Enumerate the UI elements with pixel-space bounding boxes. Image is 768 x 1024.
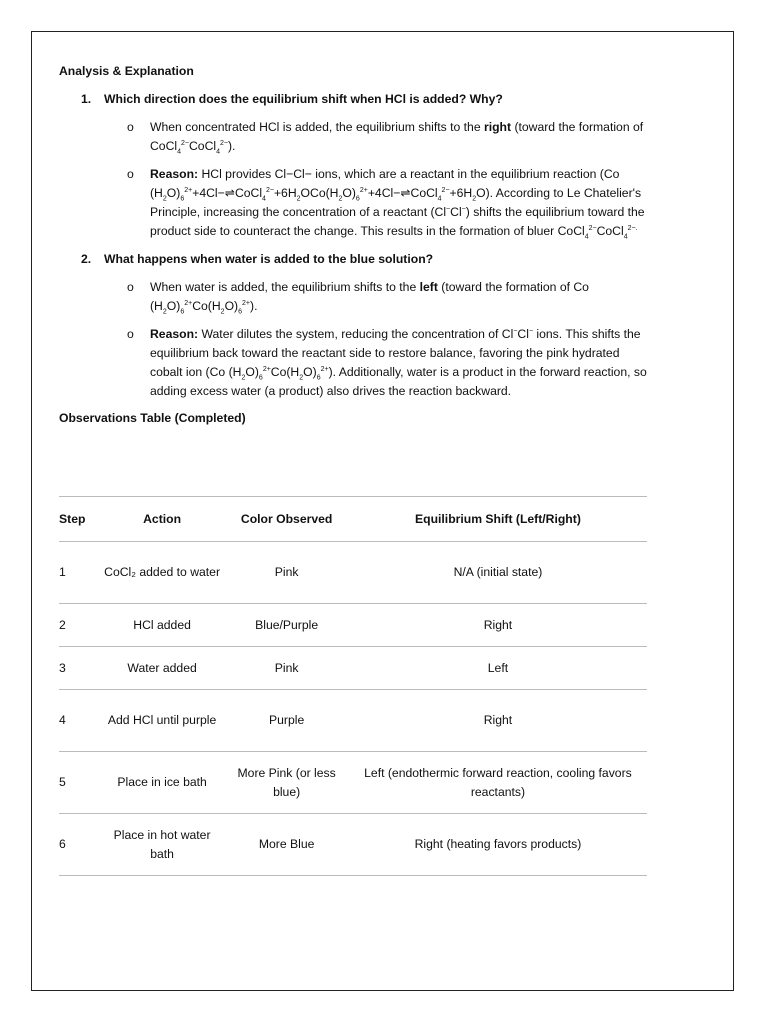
cell-color: Blue/Purple [224, 604, 349, 647]
cell-action: HCl added [100, 604, 225, 647]
table-row [59, 814, 647, 876]
header-color: Color Observed [224, 497, 349, 542]
cell-action: Place in ice bath [100, 752, 225, 814]
question-number: 2. [81, 252, 92, 266]
table-row [59, 604, 647, 647]
analysis-heading: Analysis & Explanation [59, 64, 194, 78]
observations-table [59, 496, 647, 876]
bullet-icon: o [127, 280, 134, 294]
cell-shift: Left [349, 647, 647, 690]
cell-color: Pink [224, 542, 349, 604]
cell-shift: Right (heating favors products) [349, 814, 647, 876]
cell-step: 2 [59, 604, 100, 647]
cell-color: More Blue [224, 814, 349, 876]
analysis-section [59, 62, 647, 428]
cell-action: Place in hot water bath [100, 814, 225, 876]
cell-step: 6 [59, 814, 100, 876]
reason-bullet: o Reason: HCl provides Cl−Cl− ions, which are a reactant in the equilibrium reaction (Co $(H_2O)_6^{2+}+4Cl-\rightleftharpoons CoCl_4^{2-}+6H_2OCo(H_2O)_6^{2+}+4Cl-\rightleftharpoons CoCl_4^{2-}+6H_2O$). According to Le Chatelier's Principle, increasing the concentration of a reactant (Cl−Cl−) shifts the equilibrium toward the product side to counteract the change. This results in the formation of bluer CoCl$_4^{2-}$CoCl$_4^{2-.}$ [127, 167, 645, 241]
table-row [59, 690, 647, 752]
header-shift: Equilibrium Shift (Left/Right) [349, 497, 647, 542]
cell-color: More Pink (or less blue) [224, 752, 349, 814]
cell-shift: Right [349, 604, 647, 647]
table-header-row [59, 497, 647, 542]
cell-action: Add HCl until purple [100, 690, 225, 752]
cell-action: Water added [100, 647, 225, 690]
answer-bullet: o When water is added, the equilibrium shifts to the left (toward the formation of Co $(H_2O)_6^{2+}Co(H_2O)_6^{2+}$). [127, 280, 589, 316]
reason-label: Reason: [150, 167, 199, 181]
cell-step: 4 [59, 690, 100, 752]
cell-action: CoCl₂ added to water [100, 542, 225, 604]
cell-shift: N/A (initial state) [349, 542, 647, 604]
cell-color: Purple [224, 690, 349, 752]
cell-color: Pink [224, 647, 349, 690]
table-row [59, 647, 647, 690]
cell-step: 5 [59, 752, 100, 814]
bullet-icon: o [127, 167, 134, 181]
cell-step: 3 [59, 647, 100, 690]
table-title: Observations Table (Completed) [59, 411, 246, 425]
question-2 [59, 250, 647, 269]
question-1 [59, 90, 647, 109]
direction-bold: left [419, 280, 438, 294]
reason-bullet: o Reason: Water dilutes the system, reducing the concentration of Cl−Cl− ions. This shifts the equilibrium back toward the reactant side to restore balance, favoring the pink hydrated cobalt ion (Co $(H_2O)_6^{2+}Co(H_2O)_6^{2+}$). Additionally, water is a product in the forward reaction, so adding excess water (a product) also drives the reaction backward. [127, 327, 647, 398]
question-text: What happens when water is added to the blue solution? [104, 252, 434, 266]
reason-label: Reason: [150, 327, 199, 341]
cell-shift: Left (endothermic forward reaction, cooling favors reactants) [349, 752, 647, 814]
table-row [59, 752, 647, 814]
direction-bold: right [483, 120, 512, 134]
cell-shift: Right [349, 690, 647, 752]
bullet-icon: o [127, 120, 134, 134]
header-action: Action [100, 497, 225, 542]
question-number: 1. [81, 92, 92, 106]
question-text: Which direction does the equilibrium shift when HCl is added? Why? [104, 92, 503, 106]
cell-step: 1 [59, 542, 100, 604]
header-step: Step [59, 497, 100, 542]
answer-bullet: o When concentrated HCl is added, the equilibrium shifts to the right (toward the formation of CoCl$_4^{2-}$CoCl$_4^{2-}$). [127, 120, 644, 156]
bullet-icon: o [127, 327, 134, 341]
table-row [59, 542, 647, 604]
